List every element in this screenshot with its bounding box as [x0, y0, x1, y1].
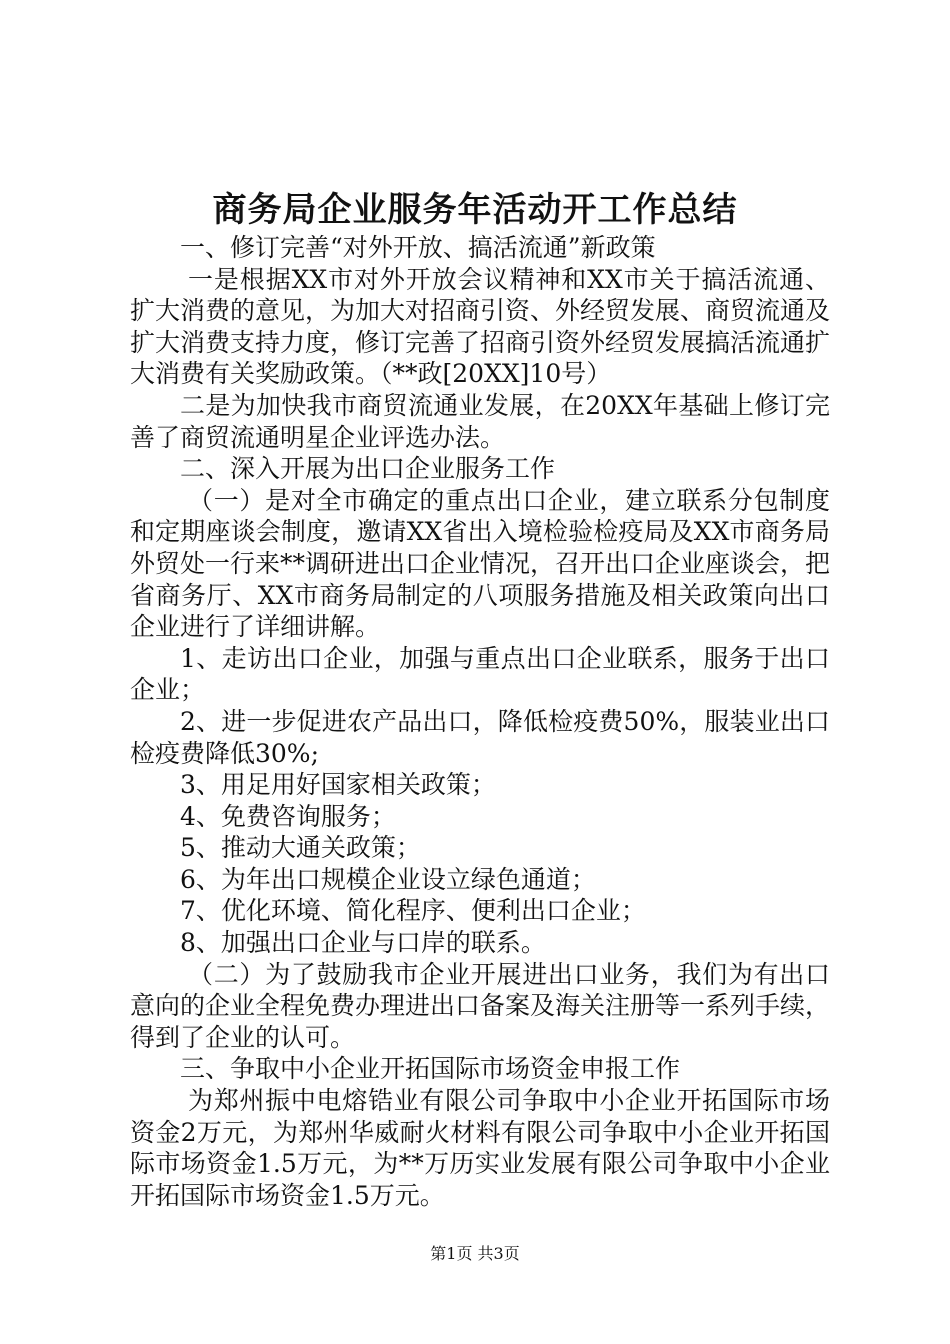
paragraph: 一是根据XX市对外开放会议精神和XX市关于搞活流通、扩大消费的意见，为加大对招商引资、外经贸发展、商贸流通及扩大消费支持力度，修订完善了招商引资外经贸发展搞活流通扩大消费有关奖励政策。（**政[20XX]10号）	[130, 264, 831, 389]
document-title: 商务局企业服务年活动开工作总结	[212, 190, 738, 230]
list-item: 8、加强出口企业与口岸的联系。	[180, 928, 546, 958]
paragraph: （一）是对全市确定的重点出口企业，建立联系分包制度和定期座谈会制度，邀请XX省出入境检验检疫局及XX市商务局外贸处一行来**调研进出口企业情况，召开出口企业座谈会，把省商务厅、XX市商务局制定的八项服务措施及相关政策向出口企业进行了详细讲解。	[130, 485, 831, 642]
section-heading-2: 二、深入开展为出口企业服务工作	[180, 454, 556, 484]
list-item: 3、用足用好国家相关政策；	[180, 770, 496, 800]
paragraph: （二）为了鼓励我市企业开展进出口业务，我们为有出口意向的企业全程免费办理进出口备案及海关注册等一系列手续，得到了企业的认可。	[130, 959, 831, 1052]
list-item: 2、进一步促进农产品出口，降低检疫费50%，服装业出口检疫费降低30%;	[130, 706, 830, 768]
list-item: 4、免费咨询服务；	[180, 801, 396, 831]
list-item: 6、为年出口规模企业设立绿色通道；	[180, 864, 596, 894]
list-item: 5、推动大通关政策；	[180, 833, 421, 863]
section-heading-3: 三、争取中小企业开拓国际市场资金申报工作	[180, 1054, 681, 1084]
paragraph: 为郑州振中电熔锆业有限公司争取中小企业开拓国际市场资金2万元，为郑州华威耐火材料有限公司争取中小企业开拓国际市场资金1.5万元，为**万历实业发展有限公司争取中小企业开拓国际市场资金1.5万元。	[130, 1086, 830, 1210]
section-heading-1: 一、修订完善“对外开放、搞活流通”新政策	[180, 233, 656, 262]
document-body	[130, 232, 830, 1211]
list-item: 1、走访出口企业，加强与重点出口企业联系，服务于出口企业；	[130, 643, 830, 705]
list-item: 7、优化环境、简化程序、便利出口企业；	[180, 896, 646, 926]
paragraph: 二是为加快我市商贸流通业发展，在20XX年基础上修订完善了商贸流通明星企业评选办法。	[130, 390, 830, 452]
page-number: 第1页 共3页	[430, 1244, 520, 1263]
